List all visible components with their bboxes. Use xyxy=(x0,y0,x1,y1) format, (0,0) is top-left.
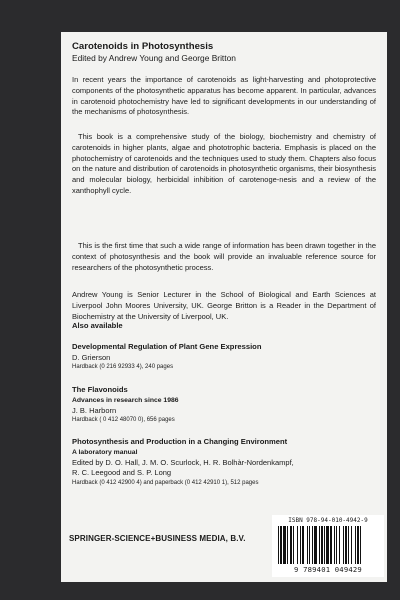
related-book-title: Developmental Regulation of Plant Gene Expression xyxy=(72,342,262,351)
related-book-details: Hardback (0 412 42900 4) and paperback (0 412 42910 1), 512 pages xyxy=(72,479,259,486)
book-editors: Edited by Andrew Young and George Britton xyxy=(72,53,236,63)
text-panel xyxy=(61,32,387,582)
related-book-title: Photosynthesis and Production in a Changing Environment xyxy=(72,437,288,446)
description-paragraph: In recent years the importance of carotenoids as light-harvesting and photoprotective components of the photosynthetic apparatus has become apparent. In particular, advances in carotenoid photochemistry have led to significant developments in our understanding of the mechanisms of photosynthesis. xyxy=(72,75,376,117)
related-book xyxy=(72,437,376,488)
description-paragraph: This is the first time that such a wide range of information has been drawn together in the context of photosynthesis and the book will provide an invaluable reference source for researchers of the photosynthetic process. xyxy=(72,241,376,272)
related-book-subtitle: Advances in research since 1986 xyxy=(72,396,179,404)
related-book-subtitle: A laboratory manual xyxy=(72,448,138,456)
related-book xyxy=(72,385,376,426)
barcode-icon xyxy=(276,526,380,564)
also-available-heading: Also available xyxy=(72,321,123,330)
related-book-author: Edited by D. O. Hall, J. M. O. Scurlock, H. R. Bolhàr-Nordenkampf, xyxy=(72,457,294,467)
related-book-author: J. B. Harborn xyxy=(72,405,117,415)
book-title: Carotenoids in Photosynthesis xyxy=(72,41,214,52)
isbn-label: ISBN 978-94-010-4942-9 xyxy=(288,517,368,524)
description-paragraph: This book is a comprehensive study of the biology, biochemistry and chemistry of carotenoids in higher plants, algae and phototrophic bacteria. Emphasis is placed on the photochemistry of carotenoids and the techniques used to study them. Chapters also focus on the nature and distribution of carotenoids in photosynthetic organisms, their biosynthesis and molecular biology, herbicidal inhibition of carotenoge-nesis and a review of the xanthophyll cycle. xyxy=(72,132,376,195)
related-book-details: Hardback ( 0 412 48070 0), 656 pages xyxy=(72,417,175,423)
publisher-name: SPRINGER-SCIENCE+BUSINESS MEDIA, B.V. xyxy=(69,534,246,543)
related-book-author: D. Grierson xyxy=(72,352,111,362)
related-book-author: R. C. Leegood and S. P. Long xyxy=(72,468,172,477)
barcode-digits: 9 789401 049429 xyxy=(294,565,362,574)
author-bio-paragraph: Andrew Young is Senior Lecturer in the School of Biological and Earth Sciences at Liverpool John Moores University, UK. George Britton is a Reader in the Department of Biochemistry at the University of Liverpool, UK. xyxy=(72,290,376,321)
related-book-title: The Flavonoids xyxy=(72,385,128,394)
related-book-details: Hardback (0 216 92933 4), 240 pages xyxy=(72,364,174,370)
barcode-block xyxy=(272,515,384,577)
related-book xyxy=(72,342,376,373)
